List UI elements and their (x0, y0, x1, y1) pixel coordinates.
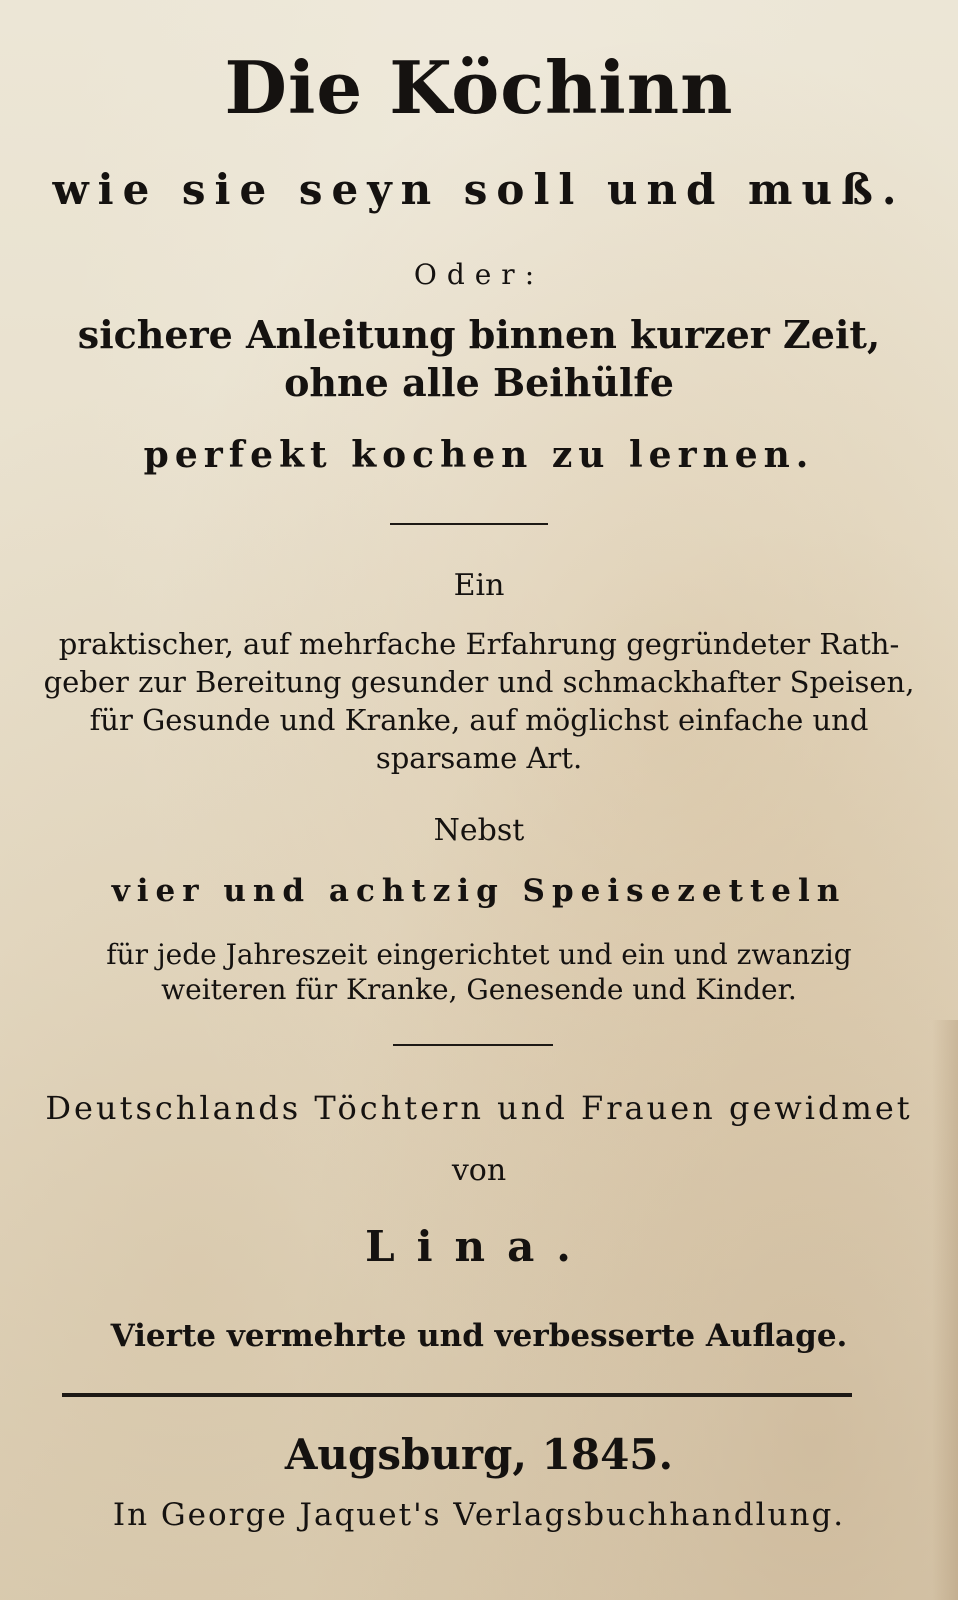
description-line-2: geber zur Bereitung gesunder und schmackhafter Speisen, (43, 665, 915, 699)
description-line-3: für Gesunde und Kranke, auf möglichst einfache und (89, 703, 869, 737)
book-title: Die Köchinn (224, 45, 734, 130)
subtitle-line-3: perfekt kochen zu lernen. (143, 434, 815, 476)
imprint-rule (62, 1393, 852, 1397)
author-name: Lina. (365, 1222, 593, 1271)
book-subtitle: wie sie seyn soll und muß. (52, 165, 906, 214)
ein-label: Ein (453, 568, 505, 603)
subtitle-line-1: sichere Anleitung binnen kurzer Zeit, (77, 312, 881, 357)
divider-rule (393, 1044, 553, 1046)
oder-label: Oder: (413, 258, 545, 291)
publisher: In George Jaquet's Verlagsbuchhandlung. (112, 1497, 846, 1533)
nebst-label: Nebst (433, 813, 525, 848)
dedication: Deutschlands Töchtern und Frauen gewidmet (45, 1089, 913, 1127)
place-year: Augsburg, 1845. (284, 1430, 674, 1479)
edition-statement: Vierte vermehrte und verbesserte Auflage. (110, 1318, 848, 1354)
page-edge-shadow (932, 1020, 958, 1600)
von-label: von (451, 1153, 507, 1188)
divider-rule (390, 523, 548, 525)
menus-line: vier und achtzig Speisezetteln (111, 873, 847, 909)
description-line-4: sparsame Art. (375, 741, 583, 775)
description-line-1: praktischer, auf mehrfache Erfahrung gegründeter Rath- (58, 627, 900, 661)
subtitle-line-2: ohne alle Beihülfe (284, 360, 674, 405)
menus-detail-line-1: für jede Jahreszeit eingerichtet und ein und zwanzig (106, 938, 852, 971)
menus-detail-line-2: weiteren für Kranke, Genesende und Kinder. (161, 973, 797, 1006)
